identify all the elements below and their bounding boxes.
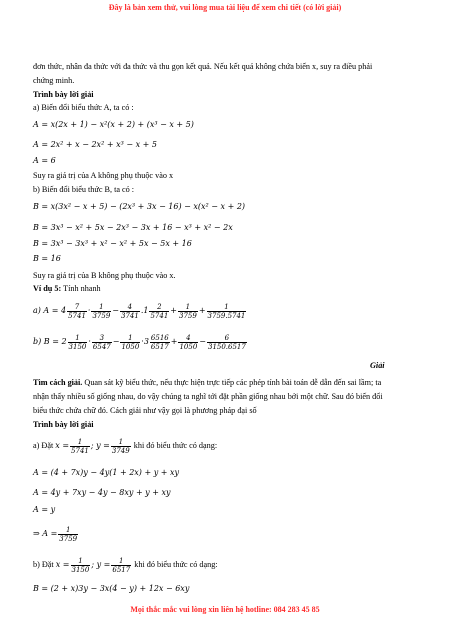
intro-line-2: chứng minh.: [33, 76, 75, 85]
approach-title: Tìm cách giải.: [33, 378, 83, 387]
part-b-label: b) Biến đổi biểu thức B, ta có :: [33, 185, 135, 194]
sb-substitution: b) Đặt x = $\frac{1}{3150}$ ; y = $\frac{1}{6517}$ khi đó biểu thức có dạng:: [33, 556, 218, 574]
sa-substitution: a) Đặt x = $\frac{1}{5741}$ ; y = $\frac{1}{3749}$ khi đó biểu thức có dạng:: [33, 437, 218, 455]
approach-text-1: Quan sát kỹ biểu thức, nếu thực hiện trực tiếp các phép tính bài toán dễ dẫn đến sai lầm; ta: [82, 378, 382, 387]
sb-equation-1: B = (2 + x)3y − 3x(4 − y) + 12x − 6xy: [33, 584, 190, 593]
sa-equation-4: ⇒ A = $\frac{1}{3759}$: [33, 525, 78, 543]
b-equation-4: B = 16: [33, 254, 61, 263]
example-5: [33, 283, 425, 294]
sa-set-suffix: khi đó biểu thức có dạng:: [133, 441, 218, 450]
example-5a-expression: a) A = 4 $\frac{7}{5741}$ · $\frac{1}{3759}$ − $\frac{4}{3741}$ .1 $\frac{2}{5741}$ + $\frac{1}{3759}$ + $\frac{1}{3759.5741}$: [33, 302, 246, 320]
b-equation-3: B = 3x³ − 3x³ + x² − x² + 5x − 5x + 16: [33, 239, 192, 248]
a-equation-1: A = x(2x + 1) − x²(x + 2) + (x³ − x + 5): [33, 120, 194, 129]
a-conclusion: Suy ra giá trị của A không phụ thuộc vào x: [33, 171, 174, 180]
ex5b-prefix: b) B = 2: [33, 337, 67, 346]
a-equation-2: A = 2x² + x − 2x² + x³ − x + 5: [33, 140, 157, 149]
approach-line-2: nhận thấy nhiều số giống nhau, do vậy chúng ta nghĩ tới đặt phần giống nhau bởi một chữ. Sau đó biến đổi: [33, 392, 383, 401]
sb-set-suffix: khi đó biểu thức có dạng:: [134, 560, 218, 569]
approach-line-3: biểu thức chứa chữ đó. Cách giải như vậy gọi là phương pháp đại số: [33, 406, 257, 415]
b-equation-2: B = 3x³ − x² + 5x − 2x³ − 3x + 16 − x³ + x² − 2x: [33, 223, 233, 232]
sa-set-prefix: a) Đặt: [33, 441, 54, 450]
page-footer: Mọi thắc mắc vui lòng xin liên hệ hotline: 084 283 45 85: [130, 605, 320, 614]
sa-eq4-prefix: ⇒ A =: [33, 529, 58, 538]
b-conclusion: Suy ra giá trị của B không phụ thuộc vào x.: [33, 271, 176, 280]
solution-label: Giải: [370, 361, 385, 370]
sa-equation-2: A = 4y + 7xy − 4y − 8xy + y + xy: [33, 488, 171, 497]
ex5a-prefix: a) A = 4: [33, 306, 67, 315]
part-a-label: a) Biến đổi biểu thức A, ta có :: [33, 103, 134, 112]
approach-line-1: [33, 377, 425, 388]
example-5b-expression: b) B = 2 $\frac{1}{3150}$ · $\frac{3}{6547}$ − $\frac{1}{1050}$ ·3 $\frac{6516}{6517}$ + $\frac{4}{1050}$ − $\frac{6}{3150.6517}$: [33, 333, 246, 351]
sa-equation-1: A = (4 + 7x)y − 4y(1 + 2x) + y + xy: [33, 468, 180, 477]
example-5-title: Ví dụ 5:: [33, 284, 62, 293]
example-5-text: Tính nhanh: [61, 284, 101, 293]
intro-line-1: đơn thức, nhân đa thức với đa thức và thu gọn kết quả. Nếu kết quả không chứa biến x, suy ra điều phải: [33, 62, 373, 71]
solution-heading-1: Trình bày lời giải: [33, 90, 94, 99]
a-equation-3: A = 6: [33, 156, 56, 165]
b-equation-1: B = x(3x² − x + 5) − (2x³ + 3x − 16) − x(x² − x + 2): [33, 202, 246, 211]
sb-set-prefix: b) Đặt: [33, 560, 54, 569]
sa-equation-3: A = y: [33, 505, 56, 514]
page-header: Đây là bản xem thử, vui lòng mua tài liệu để xem chi tiết (có lời giải): [108, 3, 342, 12]
solution-heading-2: Trình bày lời giải: [33, 420, 94, 429]
